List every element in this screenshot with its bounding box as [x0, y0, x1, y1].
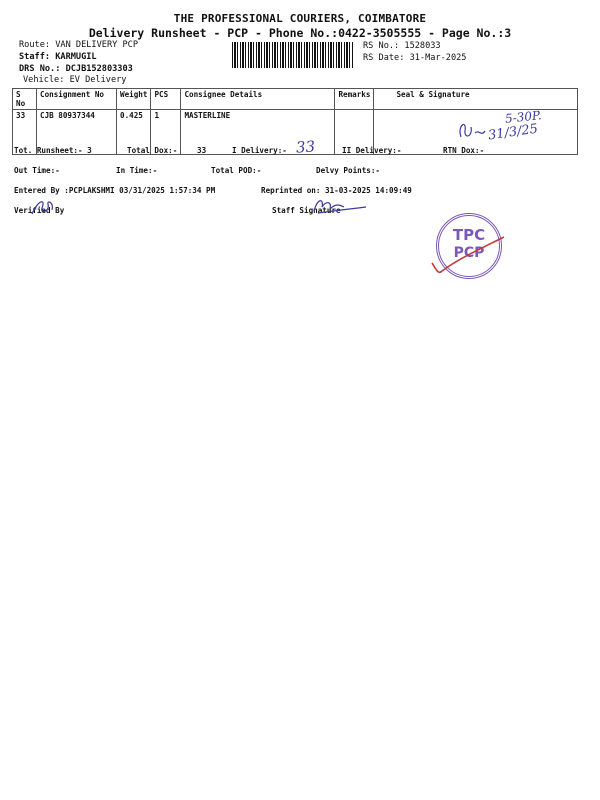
tot-runsheet: Tot. Runsheet:- 3	[14, 146, 92, 155]
route-label: Route: VAN DELIVERY PCP	[19, 40, 138, 50]
out-time-label: Out Time:-	[14, 166, 60, 175]
company-title: THE PROFESSIONAL COURIERS, COIMBATORE	[173, 12, 427, 25]
barcode-image	[232, 42, 354, 68]
total-dox-label: Total Dox:-	[127, 146, 178, 155]
col-header-sno: S No	[13, 89, 37, 110]
in-time-label: In Time:-	[116, 166, 158, 175]
handwritten-time: 5-30P.	[504, 108, 543, 126]
cell-sno: 33	[13, 110, 37, 155]
col-header-remarks: Remarks	[335, 89, 374, 110]
total-dox-value: 33	[197, 146, 207, 155]
reprinted-on: Reprinted on: 31-03-2025 14:09:49	[261, 186, 412, 195]
handwritten-date: 31/3/25	[487, 121, 539, 144]
receiver-signature-scribble	[455, 115, 495, 145]
rs-date: RS Date: 31-Mar-2025	[363, 53, 467, 63]
rtn-dox-label: RTN Dox:-	[443, 146, 485, 155]
cell-consignee: MASTERLINE	[181, 110, 335, 155]
handwritten-delivery-count: 33	[295, 137, 316, 157]
ii-delivery-label: II Delivery:-	[342, 146, 402, 155]
cell-weight: 0.425	[117, 110, 151, 155]
col-header-seal-signature: Seal & Signature	[374, 89, 578, 110]
delvy-points-label: Delvy Points:-	[316, 166, 381, 175]
seal-text-pcp: PCP	[453, 245, 485, 261]
cell-consignment-no: CJB 80937344	[37, 110, 117, 155]
entered-by: Entered By :PCPLAKSHMI 03/31/2025 1:57:34 PM	[14, 186, 216, 195]
drs-number: DRS No.: DCJB152803303	[19, 64, 133, 74]
staff-label: Staff: KARMUGIL	[19, 52, 97, 62]
i-delivery-label: I Delivery:-	[232, 146, 287, 155]
table-header-row	[13, 89, 578, 110]
verified-signature-scribble	[28, 196, 68, 220]
seal-text-tpc: TPC	[452, 226, 486, 244]
staff-signature-scribble	[310, 195, 370, 217]
cell-pcs: 1	[151, 110, 181, 155]
seal-checkmark-icon	[428, 235, 508, 280]
verified-by-label: Verified By	[14, 206, 65, 215]
rs-number: RS No.: 1528033	[363, 41, 441, 51]
col-header-weight: Weight	[117, 89, 151, 110]
col-header-consignee: Consignee Details	[181, 89, 335, 110]
col-header-consignment: Consignment No	[37, 89, 117, 110]
col-header-pcs: PCS	[151, 89, 181, 110]
staff-signature-label: Staff Signature	[272, 206, 341, 215]
total-pod-label: Total POD:-	[211, 166, 262, 175]
vehicle-label: Vehicle: EV Delivery	[23, 75, 127, 85]
runsheet-subtitle: Delivery Runsheet - PCP - Phone No.:0422-3505555 - Page No.:3	[88, 26, 512, 40]
